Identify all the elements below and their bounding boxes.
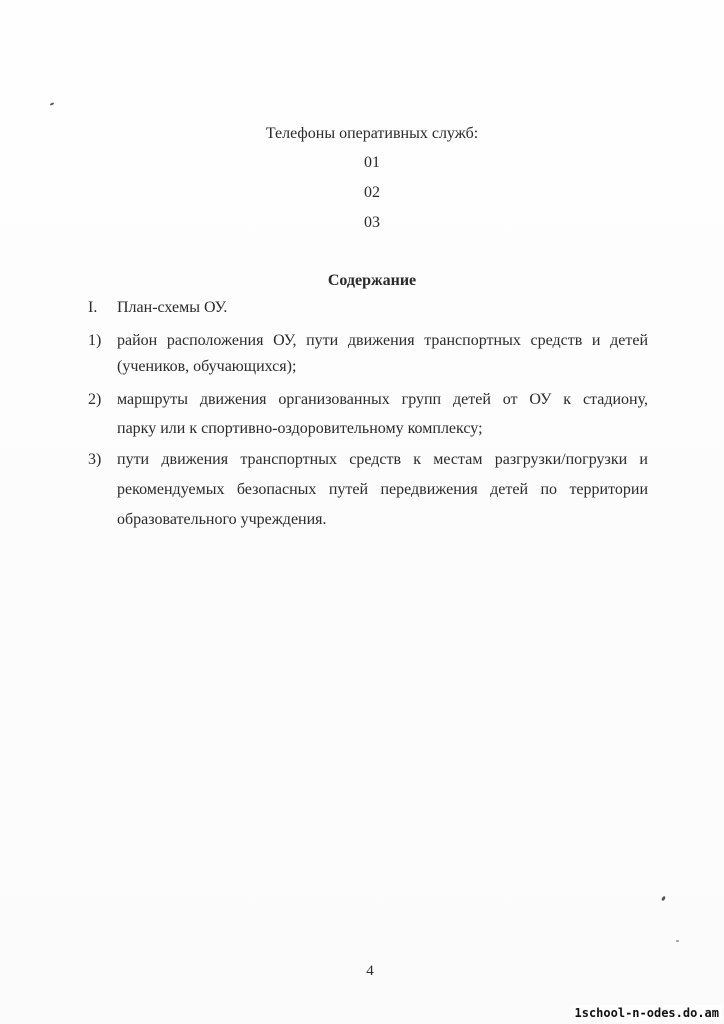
phone-number: 03 [364, 214, 380, 231]
toc-item-line: образовательного учреждения. [117, 511, 327, 528]
page-number: 4 [366, 963, 374, 979]
toc-item-text [117, 298, 648, 318]
toc-item [88, 298, 648, 318]
phone-number: 01 [364, 154, 380, 171]
scan-speck [661, 896, 666, 902]
toc-item-marker: 3) [88, 451, 102, 468]
toc-item-line: пути движения транспортных средств к местам разгрузки/погрузки и [117, 451, 648, 468]
toc-item [88, 390, 648, 448]
toc-item-line: (учеников, обучающихся); [117, 358, 297, 375]
phone-number: 02 [364, 184, 380, 201]
toc-item-line: План-схемы ОУ. [117, 299, 228, 316]
scan-speck [50, 102, 54, 106]
toc-item-marker: 1) [88, 332, 102, 349]
toc-item-line: маршруты движения организованных групп детей от ОУ к стадиону, [117, 391, 648, 408]
toc-heading: Содержание [327, 272, 417, 289]
toc-item-text [117, 450, 648, 530]
toc-item-line: район расположения ОУ, пути движения транспортных средств и детей [117, 332, 648, 349]
toc-item [88, 450, 648, 540]
toc-item-marker: 2) [88, 391, 102, 408]
toc-item-line: парку или к спортивно-оздоровительному комплексу; [117, 420, 483, 437]
toc-item-line: рекомендуемых безопасных путей передвижения детей по территории [117, 481, 648, 498]
toc-item-marker: I. [88, 299, 98, 316]
phones-title: Телефоны оперативных служб: [265, 125, 479, 142]
toc-item-text [117, 331, 648, 377]
scan-speck [676, 940, 679, 942]
toc-item-text [117, 390, 648, 439]
toc-item [88, 331, 648, 383]
watermark: 1school-n-odes.do.am [572, 1005, 723, 1021]
